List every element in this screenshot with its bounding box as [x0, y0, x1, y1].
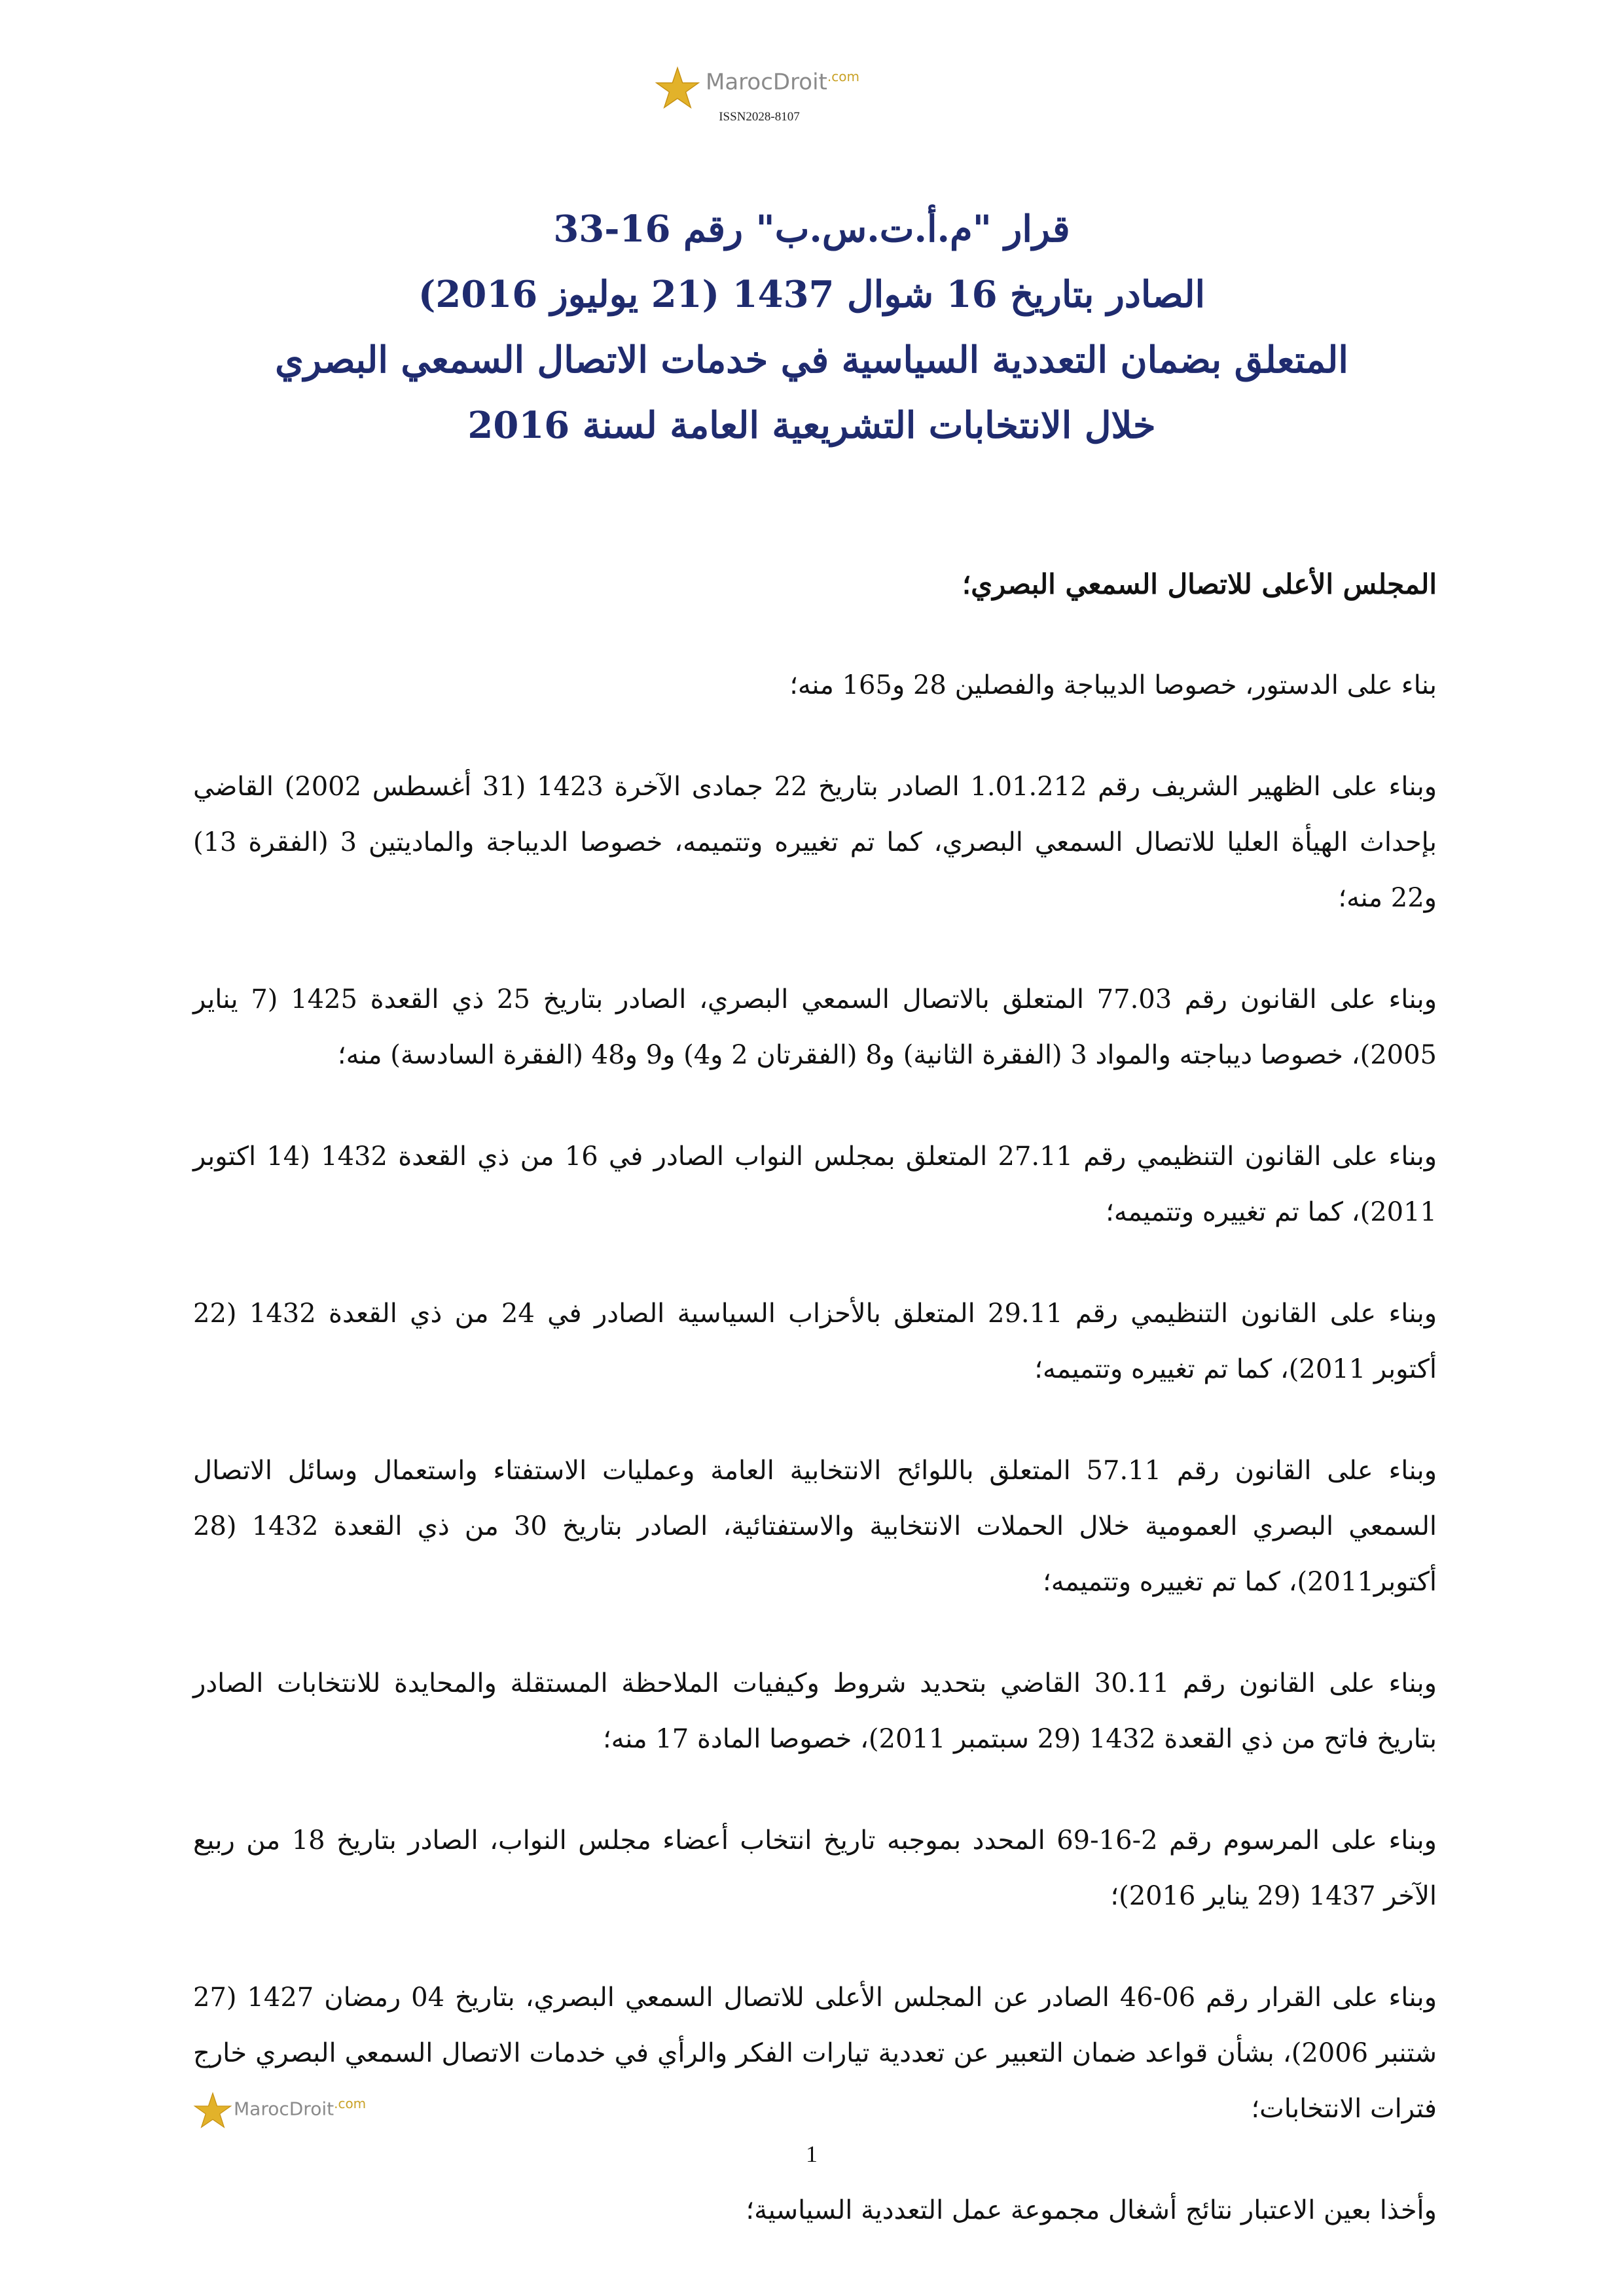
logo-brand-text: MarocDroit$^{.com}$ [706, 69, 859, 96]
council-heading: المجلس الأعلى للاتصال السمعي البصري؛ [962, 568, 1437, 600]
paragraph-law-57-11: وبناء على القانون رقم 57.11 المتعلق باللوائح الانتخابية العامة وعمليات الاستفتاء واستعمال وسائل الاتصال السمعي البصري العمومية خلال الحملات الانتخابية والاستفتائية، الصادر بتاريخ 30 من ذي القعدة 1432 (28 أكتوبر2011)، كما تم تغييره وتتميمه؛ [193, 1456, 1437, 1597]
issn-number: ISSN2028-8107 [719, 110, 800, 124]
paragraph-constitution: بناء على الدستور، خصوصا الديباجة والفصلين 28 و165 منه؛ [789, 670, 1437, 700]
star-logo-icon [193, 2091, 232, 2130]
paragraph-law-30-11: وبناء على القانون رقم 30.11 القاضي بتحديد شروط وكيفيات الملاحظة المستقلة والمحايدة للانتخابات الصادر بتاريخ فاتح من ذي القعدة 1432 (29 سبتمبر 2011)، خصوصا المادة 17 منه؛ [193, 1668, 1437, 1754]
paragraph-law-77-03: وبناء على القانون رقم 77.03 المتعلق بالاتصال السمعي البصري، الصادر بتاريخ 25 ذي القعدة 1425 (7 يناير 2005)، خصوصا ديباجته والمواد 3 (الفقرة الثانية) و8 (الفقرتان 2 و4) و9 و48 (الفقرة السادسة) منه؛ [193, 984, 1437, 1070]
title-line-1: قرار "م.أ.ت.س.ب" رقم 16-33 [553, 207, 1070, 251]
paragraph-decision-06-46: وبناء على القرار رقم 06-46 الصادر عن المجلس الأعلى للاتصال السمعي البصري، بتاريخ 04 رمضان 1427 (27 شتنبر 2006)، بشأن قواعد ضمان التعبير عن تعددية تيارات الفكر والرأي في خدمات الاتصال السمعي البصري خارج فترات الانتخابات؛ [193, 1982, 1437, 2124]
footer-logo [193, 2088, 376, 2147]
star-logo-icon [655, 65, 700, 111]
page-number: 1 [806, 2141, 818, 2167]
paragraph-working-group: وأخذا بعين الاعتبار نتائج أشغال مجموعة عمل التعددية السياسية؛ [746, 2195, 1437, 2225]
paragraph-law-29-11: وبناء على القانون التنظيمي رقم 29.11 المتعلق بالأحزاب السياسية الصادر في 24 من ذي القعدة 1432 (22 أكتوبر 2011)، كما تم تغييره وتتميمه؛ [193, 1299, 1437, 1384]
document-body [193, 556, 1437, 2284]
paragraph-decree: وبناء على المرسوم رقم 2-16-69 المحدد بموجبه تاريخ انتخاب أعضاء مجلس النواب، الصادر بتاريخ 18 من ربيع الآخر 1437 (29 يناير 2016)؛ [193, 1825, 1437, 1911]
title-line-2: الصادر بتاريخ 16 شوال 1437 (21 يوليوز 2016) [418, 273, 1206, 316]
document-title [196, 196, 1427, 458]
title-line-3: المتعلق بضمان التعددية السياسية في خدمات الاتصال السمعي البصري [275, 338, 1348, 382]
paragraph-law-27-11: وبناء على القانون التنظيمي رقم 27.11 المتعلق بمجلس النواب الصادر في 16 من ذي القعدة 1432 (14 اكتوبر 2011)، كما تم تغييره وتتميمه؛ [193, 1141, 1437, 1227]
logo-brand-text: MarocDroit$^{.com}$ [234, 2096, 367, 2120]
paragraph-dahir: وبناء على الظهير الشريف رقم 1.01.212 الصادر بتاريخ 22 جمادى الآخرة 1423 (31 أغسطس 2002) القاضي بإحداث الهيأة العليا للاتصال السمعي البصري، كما تم تغييره وتتميمه، خصوصا الديباجة والماديتين 3 (الفقرة 13) و22 منه؛ [193, 772, 1437, 913]
title-line-4: خلال الانتخابات التشريعية العامة لسنة 2016 [467, 404, 1156, 447]
